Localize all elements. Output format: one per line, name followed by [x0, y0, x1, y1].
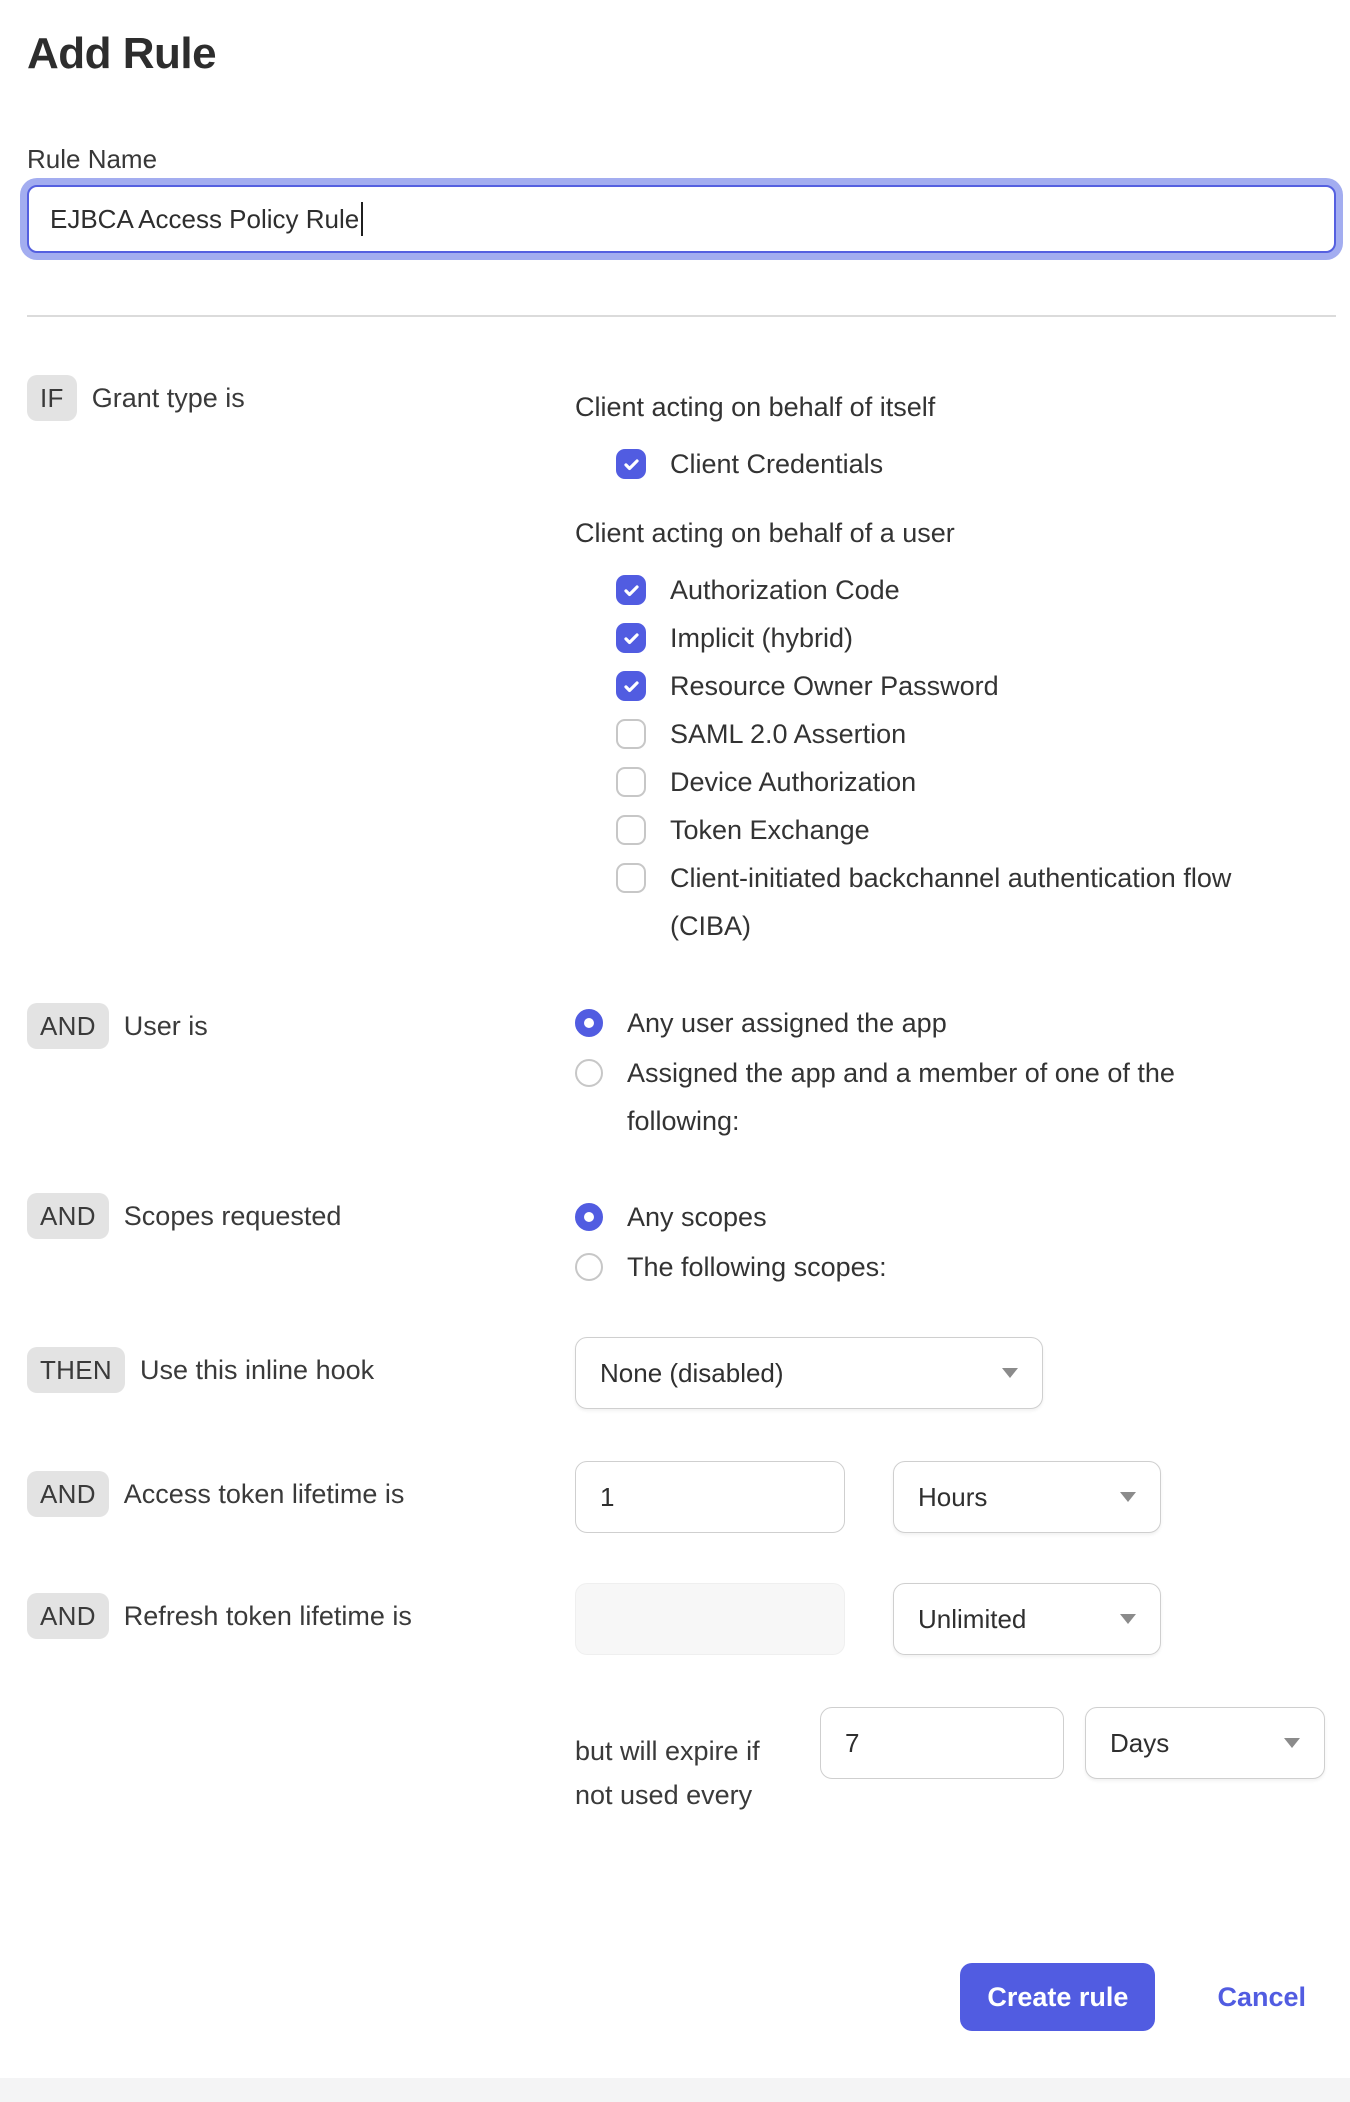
action-row-access-token-lifetime [27, 1461, 1336, 1533]
input-expire-value[interactable] [820, 1707, 1064, 1779]
checkbox-authorization-code-icon[interactable] [616, 575, 646, 605]
bottom-strip [0, 2078, 1350, 2102]
and-badge: AND [27, 1003, 109, 1049]
access-token-lifetime-label: Access token lifetime is [123, 1478, 405, 1509]
option-label: Client Credentials [670, 449, 884, 479]
checkbox-implicit-hybrid-icon[interactable] [616, 623, 646, 653]
refresh-token-lifetime-label: Refresh token lifetime is [123, 1600, 412, 1631]
option-label: Device Authorization [670, 767, 917, 797]
checkbox-token-exchange-icon[interactable] [616, 815, 646, 845]
checkbox-client-credentials-icon[interactable] [616, 449, 646, 479]
group-header-client-user: Client acting on behalf of a user [575, 518, 955, 548]
chevron-down-icon [1120, 1492, 1136, 1502]
rule-name-label: Rule Name [27, 144, 158, 174]
option-label: Client-initiated backchannel authentication flow (CIBA) [670, 863, 1232, 941]
option-resource-owner-password[interactable] [616, 671, 1336, 701]
condition-row-scopes-requested [27, 1193, 1336, 1281]
radio-assigned-member-of-group-icon[interactable] [575, 1059, 603, 1087]
select-refresh-token-unit[interactable] [893, 1583, 1161, 1655]
select-inline-hook[interactable] [575, 1337, 1043, 1409]
if-badge: IF [27, 375, 77, 421]
input-access-token-lifetime[interactable] [575, 1461, 845, 1533]
radio-any-scopes-icon[interactable] [575, 1203, 603, 1231]
radio-label: Any user assigned the app [627, 1008, 947, 1038]
radio-any-user-assigned-icon[interactable] [575, 1009, 603, 1037]
and-badge: AND [27, 1471, 109, 1517]
condition-row-user-is [27, 1003, 1336, 1135]
add-rule-dialog [0, 30, 1350, 2031]
radio-label: Any scopes [627, 1202, 767, 1232]
option-label: Resource Owner Password [670, 671, 999, 701]
select-refresh-token-unit-value: Unlimited [918, 1603, 1027, 1634]
select-expire-unit[interactable] [1085, 1707, 1325, 1779]
radio-any-user-assigned[interactable] [575, 1009, 1336, 1037]
checkbox-resource-owner-password-icon[interactable] [616, 671, 646, 701]
action-row-inline-hook [27, 1337, 1336, 1409]
user-is-label: User is [123, 1010, 208, 1041]
radio-label: The following scopes: [627, 1252, 887, 1282]
select-access-token-unit[interactable] [893, 1461, 1161, 1533]
input-expire-value-text: 7 [845, 1727, 860, 1758]
action-row-refresh-token-lifetime [27, 1583, 1336, 1655]
select-inline-hook-value: None (disabled) [600, 1357, 784, 1388]
rule-name-input[interactable] [27, 185, 1336, 253]
dialog-footer [27, 1963, 1336, 2031]
condition-row-grant-type [27, 375, 1336, 941]
input-access-token-lifetime-value: 1 [600, 1481, 615, 1512]
text-cursor-icon [361, 202, 363, 236]
radio-assigned-member-of-group[interactable] [575, 1059, 1336, 1135]
option-client-credentials[interactable] [616, 449, 1336, 479]
checkbox-ciba-icon[interactable] [616, 863, 646, 893]
radio-following-scopes-icon[interactable] [575, 1253, 603, 1281]
group-header-client-itself: Client acting on behalf of itself [575, 392, 936, 422]
and-badge: AND [27, 1593, 109, 1639]
radio-following-scopes[interactable] [575, 1253, 1336, 1281]
option-label: Token Exchange [670, 815, 870, 845]
checkbox-device-authorization-icon[interactable] [616, 767, 646, 797]
option-label: Implicit (hybrid) [670, 623, 854, 653]
inline-hook-label: Use this inline hook [139, 1354, 375, 1385]
select-expire-unit-value: Days [1110, 1727, 1170, 1758]
option-label: Authorization Code [670, 575, 900, 605]
page-title: Add Rule [27, 29, 217, 78]
chevron-down-icon [1120, 1614, 1136, 1624]
expire-if-unused-label: but will expire if not used every [575, 1736, 760, 1810]
cancel-button[interactable]: Cancel [1217, 1981, 1306, 2012]
input-refresh-token-lifetime [575, 1583, 845, 1655]
action-row-expire-if-unused [27, 1707, 1336, 1817]
option-device-authorization[interactable] [616, 767, 1336, 797]
scopes-requested-label: Scopes requested [123, 1200, 342, 1231]
grant-type-label: Grant type is [91, 382, 245, 413]
option-authorization-code[interactable] [616, 575, 1336, 605]
select-access-token-unit-value: Hours [918, 1481, 988, 1512]
create-rule-button[interactable]: Create rule [960, 1963, 1155, 2031]
option-ciba[interactable] [616, 863, 1336, 941]
rule-name-value: EJBCA Access Policy Rule [50, 203, 360, 234]
chevron-down-icon [1002, 1368, 1018, 1378]
radio-label: Assigned the app and a member of one of the following: [627, 1058, 1175, 1136]
checkbox-saml-assertion-icon[interactable] [616, 719, 646, 749]
radio-any-scopes[interactable] [575, 1203, 1336, 1231]
option-implicit-hybrid[interactable] [616, 623, 1336, 653]
option-label: SAML 2.0 Assertion [670, 719, 907, 749]
divider [27, 315, 1336, 317]
option-token-exchange[interactable] [616, 815, 1336, 845]
chevron-down-icon [1284, 1738, 1300, 1748]
option-saml-assertion[interactable] [616, 719, 1336, 749]
and-badge: AND [27, 1193, 109, 1239]
then-badge: THEN [27, 1347, 125, 1393]
